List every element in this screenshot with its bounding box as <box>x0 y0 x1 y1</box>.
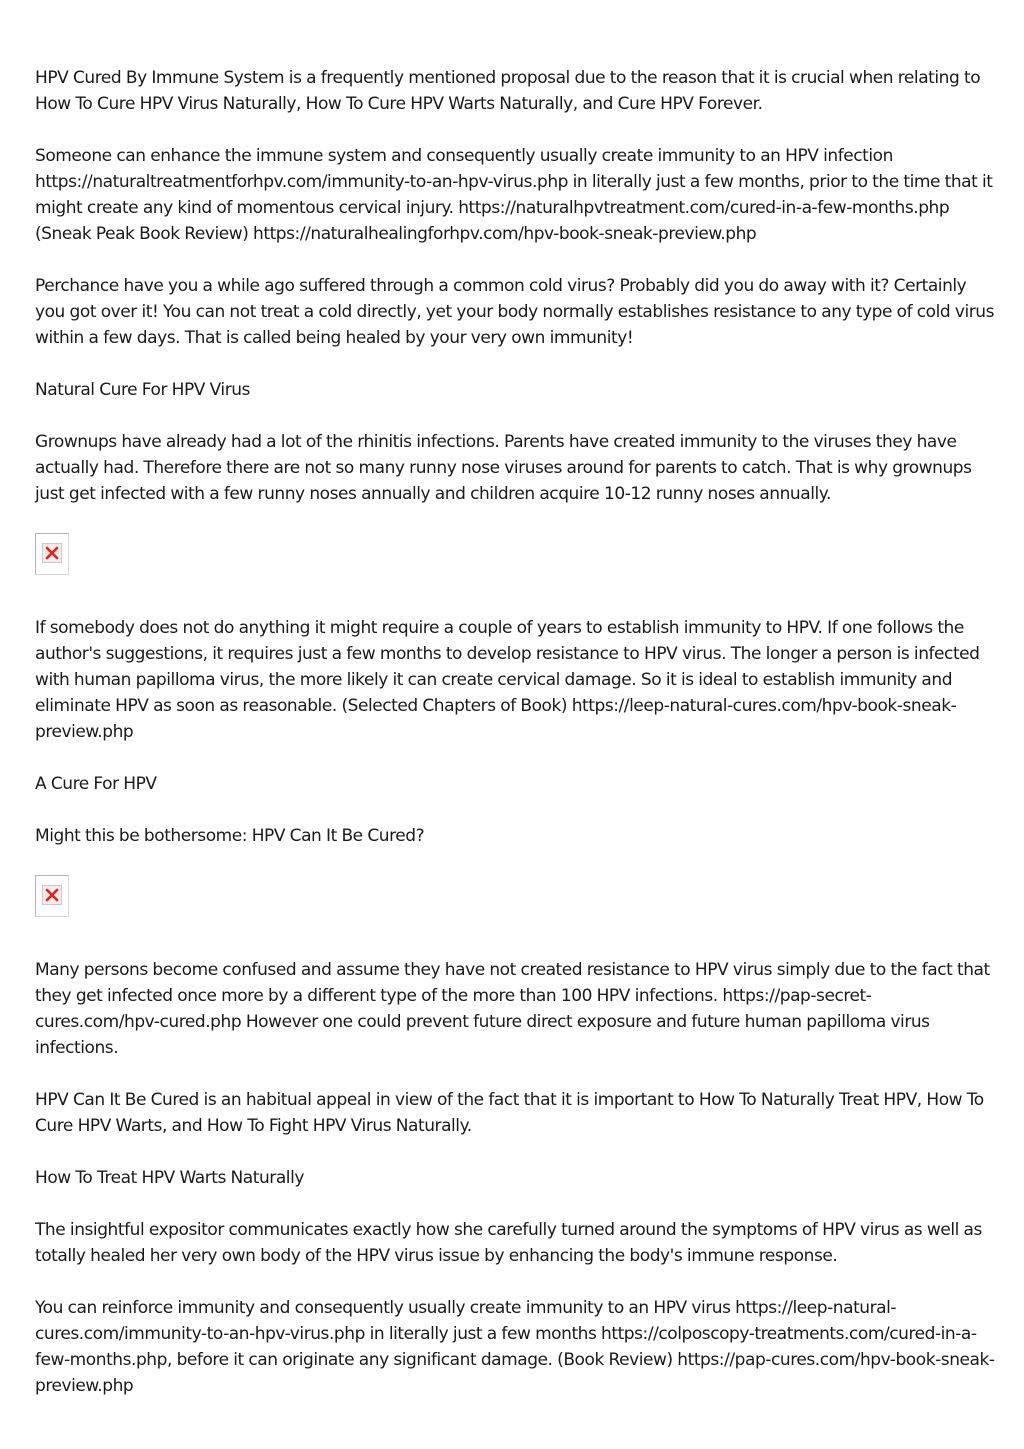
paragraph-intro: HPV Cured By Immune System is a frequently mentioned proposal due to the reason that it is crucial when relating to How To Cure HPV Virus Naturally, How To Cure HPV Warts Naturally, and Cure HPV Forever. <box>35 68 981 114</box>
paragraph-expositor: The insightful expositor communicates exactly how she carefully turned around the symptoms of HPV virus as well as totally healed her very own body of the HPV virus issue by enhancing the body's immune response. <box>35 1220 982 1266</box>
broken-image-icon <box>42 885 62 905</box>
paragraph-habitual-appeal: HPV Can It Be Cured is an habitual appeal in view of the fact that it is important to How To Naturally Treat HPV, How To Cure HPV Warts, and How To Fight HPV Virus Naturally. <box>35 1090 984 1136</box>
paragraph-cold-virus: Perchance have you a while ago suffered through a common cold virus? Probably did you do away with it? Certainly you got over it! You can not treat a cold directly, yet your body normally establishes resistance to any type of cold virus within a few days. That is called being healed by your very own immunity! <box>35 276 995 348</box>
paragraph-bothersome: Might this be bothersome: HPV Can It Be Cured? <box>35 826 425 846</box>
heading-treat-warts: How To Treat HPV Warts Naturally <box>35 1168 304 1188</box>
broken-image-icon <box>42 543 62 563</box>
broken-image-placeholder <box>35 533 69 575</box>
broken-image-placeholder <box>35 875 69 917</box>
paragraph-reinforce: You can reinforce immunity and consequently usually create immunity to an HPV virus https://leep-natural-cures.com/immunity-to-an-hpv-virus.php in literally just a few months https://colposcopy-treatments.com/cured-in-a-few-months.php, before it can originate any significant damage. (Book Review) https://pap-cures.com/hpv-book-sneak-preview.php <box>35 1298 995 1396</box>
document-body <box>35 65 995 1425</box>
heading-a-cure: A Cure For HPV <box>35 774 157 794</box>
paragraph-confused: Many persons become confused and assume they have not created resistance to HPV virus simply due to the fact that they get infected once more by a different type of the more than 100 HPV infections. https://pap-secret-cures.com/hpv-cured.php However one could prevent future direct exposure and future human papilloma virus infections. <box>35 960 990 1058</box>
paragraph-grownups: Grownups have already had a lot of the rhinitis infections. Parents have created immunity to the viruses they have actually had. Therefore there are not so many runny nose viruses around for parents to catch. That is why grownups just get infected with a few runny noses annually and children acquire 10-12 runny noses annually. <box>35 432 972 504</box>
heading-natural-cure: Natural Cure For HPV Virus <box>35 380 250 400</box>
paragraph-immune-enhance: Someone can enhance the immune system and consequently usually create immunity to an HPV infection https://naturaltreatmentforhpv.com/immunity-to-an-hpv-virus.php in literally just a few months, prior to the time that it might create any kind of momentous cervical injury. https://naturalhpvtreatment.com/cured-in-a-few-months.php (Sneak Peak Book Review) https://naturalhealingforhpv.com/hpv-book-sneak-preview.php <box>35 146 993 244</box>
paragraph-establish-immunity: If somebody does not do anything it might require a couple of years to establish immunity to HPV. If one follows the author's suggestions, it requires just a few months to develop resistance to HPV virus. The longer a person is infected with human papilloma virus, the more likely it can create cervical damage. So it is ideal to establish immunity and eliminate HPV as soon as reasonable. (Selected Chapters of Book) https://leep-natural-cures.com/hpv-book-sneak-preview.php <box>35 618 980 742</box>
